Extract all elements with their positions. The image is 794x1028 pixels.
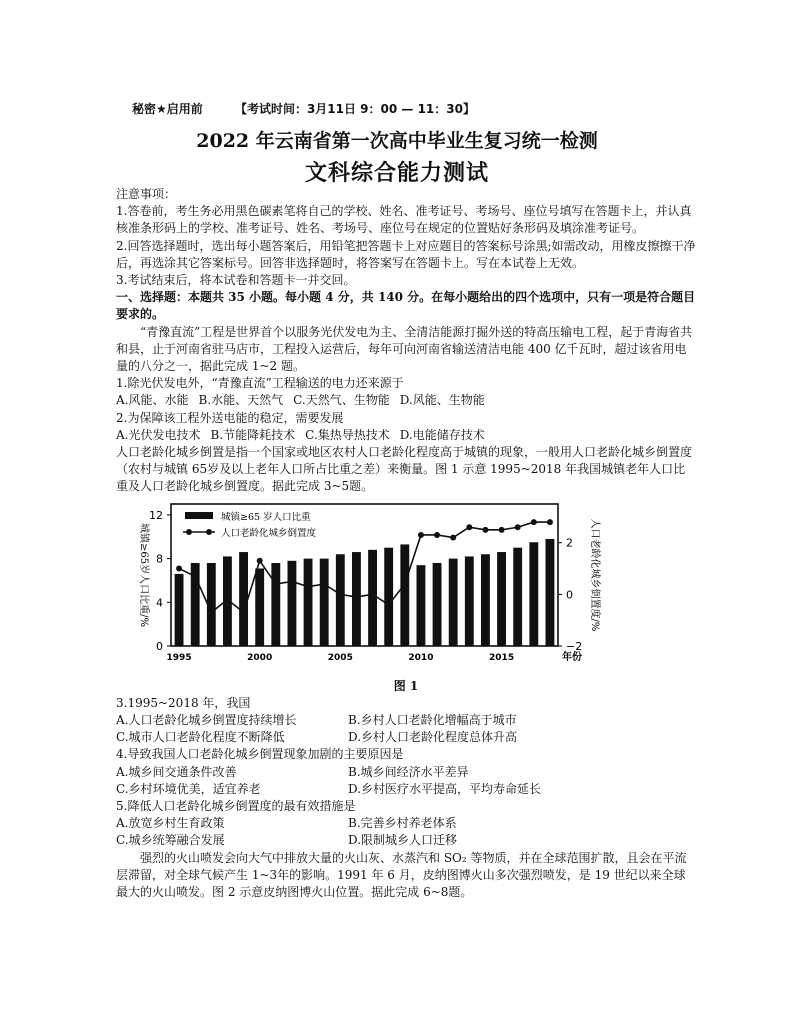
option: C.乡村环境优美，适宜养老 <box>116 781 261 796</box>
y-tick-label: 12 <box>149 508 163 522</box>
x-tick-label: 1995 <box>166 652 192 663</box>
option: A.人口老龄化城乡倒置度持续增长 <box>116 713 297 728</box>
line-point <box>208 609 214 615</box>
line-point <box>515 524 521 530</box>
x-axis-label: 年份 <box>562 651 582 663</box>
line-point <box>547 519 553 525</box>
option: B.乡村人口老龄化增幅高于城市 <box>348 713 517 728</box>
bar <box>433 563 442 646</box>
note-2: 2.回答选择题时，选出每小题答案后，用铅笔把答题卡上对应题目的答案标号涂黑;如需改动，用橡皮擦擦干净后，再选涂其它答案标号。回答非选择题时，将答案写在答题卡上。写在本试卷上无效。 <box>116 238 696 270</box>
option: A.风能、水能 <box>116 393 189 408</box>
line-point <box>337 591 343 597</box>
question-3: 3.1995~2018 年，我国 <box>116 695 251 710</box>
option: D.电能储存技术 <box>399 427 485 442</box>
line-point <box>418 532 424 538</box>
bar <box>320 558 329 645</box>
figure-1-chart <box>116 496 696 678</box>
passage-3: 强烈的火山喷发会向大气中排放大量的火山灰、水蒸汽和 SO₂ 等物质，并在全球范围扩散，且会在平流层滞留，对全球气候产生 1~3年的影响。1991 年 6 月，皮纳图博火山多次强烈喷发，是 19 世纪以来全球最大的火山喷发。图 2 示意皮纳图博火山位置。据此完成 6~8题。 <box>116 850 687 900</box>
bar <box>271 563 280 646</box>
notes-heading: 注意事项： <box>116 187 177 201</box>
option: D.限制城乡人口迁移 <box>348 833 458 848</box>
section-heading: 一、选择题：本题共 35 小题。每小题 4 分，共 140 分。在每小题给出的四个选项中，只有一项是符合题目要求的。 <box>116 290 696 322</box>
line-point <box>224 596 230 602</box>
option: B.完善乡村养老体系 <box>348 816 457 831</box>
question-1-options <box>116 392 696 409</box>
bar <box>175 574 184 646</box>
line-point <box>402 581 408 587</box>
sub-title: 文科综合能力测试 <box>304 160 489 186</box>
line-point <box>434 532 440 538</box>
option: D.乡村医疗水平提高，平均寿命延长 <box>348 781 542 796</box>
line-point <box>273 581 279 587</box>
question-1: 1.除光伏发电外，“青豫直流”工程输送的电力还来源于 <box>116 376 404 391</box>
y-tick-label: 0 <box>156 639 163 653</box>
line-point <box>531 519 537 525</box>
bar <box>336 554 345 646</box>
legend-line-label: 人口老龄化城乡倒置度 <box>221 527 317 539</box>
question-4: 4.导致我国人口老龄化城乡倒置现象加剧的主要原因是 <box>116 747 404 762</box>
bar <box>449 558 458 645</box>
line-point <box>305 583 311 589</box>
chart-svg <box>116 496 696 678</box>
line-point <box>450 534 456 540</box>
line-point <box>176 565 182 571</box>
bar <box>546 539 555 646</box>
bar <box>400 544 409 646</box>
figure-caption: 图 1 <box>393 678 419 693</box>
legend-bar-label: 城镇≥65 岁人口比重 <box>221 511 311 523</box>
y2-axis-label: 人口老龄化城乡倒置度/% <box>589 518 600 632</box>
y2-tick-label: 2 <box>566 536 573 550</box>
bar <box>288 560 297 645</box>
option: B.城乡间经济水平差异 <box>348 764 469 779</box>
option: C.城市人口老龄化程度不断降低 <box>116 730 285 745</box>
x-tick-label: 2015 <box>489 652 515 663</box>
note-1: 1.答卷前，考生务必用黑色碳素笔将自己的学校、姓名、准考证号、考场号、座位号填写在答题卡上，并认真核准条形码上的学校、准考证号、姓名、考场号、座位号在规定的位置贴好条形码及填涂准考证号。 <box>116 204 692 236</box>
option: A.放宽乡村生育政策 <box>116 816 225 831</box>
bar <box>513 547 522 645</box>
legend-line-marker <box>186 529 192 535</box>
line-point <box>482 526 488 532</box>
question-4-options <box>116 764 696 798</box>
bar <box>529 542 538 646</box>
line-point <box>353 594 359 600</box>
y2-tick-label: 0 <box>566 588 573 602</box>
option: C.城乡统筹融合发展 <box>116 833 225 848</box>
question-2: 2.为保障该工程外送电能的稳定，需要发展 <box>116 410 344 425</box>
bar <box>465 556 474 646</box>
legend-line-marker <box>206 529 212 535</box>
bar <box>255 568 264 646</box>
exam-body <box>116 186 696 901</box>
bar <box>304 558 313 645</box>
secret-label: 秘密★启用前 <box>132 102 203 116</box>
exam-time: 【考试时间：3月11日 9：00 — 11：30】 <box>234 102 475 116</box>
y-tick-label: 8 <box>156 552 163 566</box>
bar <box>368 550 377 646</box>
line-point <box>257 557 263 563</box>
line-point <box>370 591 376 597</box>
legend-bar-swatch <box>185 512 213 519</box>
x-tick-label: 2010 <box>408 652 434 663</box>
bar <box>384 547 393 645</box>
option: D.乡村人口老龄化程度总体升高 <box>348 730 518 745</box>
bar <box>417 565 426 646</box>
line-point <box>466 524 472 530</box>
main-title: 2022 年云南省第一次高中毕业生复习统一检测 <box>196 130 598 152</box>
line-point <box>386 601 392 607</box>
question-3-options <box>116 712 696 746</box>
y-tick-label: 4 <box>156 595 163 609</box>
exam-header <box>132 100 503 117</box>
passage-2: 人口老龄化城乡倒置是指一个国家或地区农村人口老龄化程度高于城镇的现象，一般用人口老龄化城乡倒置度（农村与城镇 65岁及以上老年人口所占比重之差）来衡量。图 1 示意 1995~2018 年我国城镇老年人口比重及人口老龄化城乡倒置度。据此完成 3~5题。 <box>116 445 693 494</box>
line-point <box>289 578 295 584</box>
note-3: 3.考试结束后，将本试卷和答题卡一并交回。 <box>116 273 356 288</box>
y2-tick-label: −2 <box>566 639 583 653</box>
option: B.水能、天然气 <box>198 393 284 408</box>
x-tick-label: 2005 <box>327 652 353 663</box>
question-2-options <box>116 427 696 444</box>
passage-1: “青豫直流”工程是世界首个以服务光伏发电为主、全清洁能源打掘外送的特高压输电工程，起于青海省共和县，止于河南省驻马店市，工程投入运营后，每年可向河南省输送清洁电能 400 亿千瓦时，超过该省用电量的八分之一，据此完成 1~2 题。 <box>116 324 693 374</box>
x-tick-label: 2000 <box>247 652 273 663</box>
option: C.天然气、生物能 <box>293 393 390 408</box>
option: D.风能、生物能 <box>399 393 485 408</box>
option: A.光伏发电技术 <box>116 427 201 442</box>
option: A.城乡间交通条件改善 <box>116 764 237 779</box>
bar <box>497 552 506 646</box>
option: B.节能降耗技术 <box>210 427 296 442</box>
line-point <box>499 526 505 532</box>
question-5-options <box>116 815 696 849</box>
question-5: 5.降低人口老龄化城乡倒置度的最有效措施是 <box>116 799 356 814</box>
line-point <box>192 573 198 579</box>
y-axis-label: 城镇≥65岁人口比重/% <box>138 522 149 627</box>
option: C.集热导热技术 <box>305 427 390 442</box>
line-point <box>241 609 247 615</box>
line-point <box>321 581 327 587</box>
bar <box>239 552 248 646</box>
bar <box>481 554 490 646</box>
